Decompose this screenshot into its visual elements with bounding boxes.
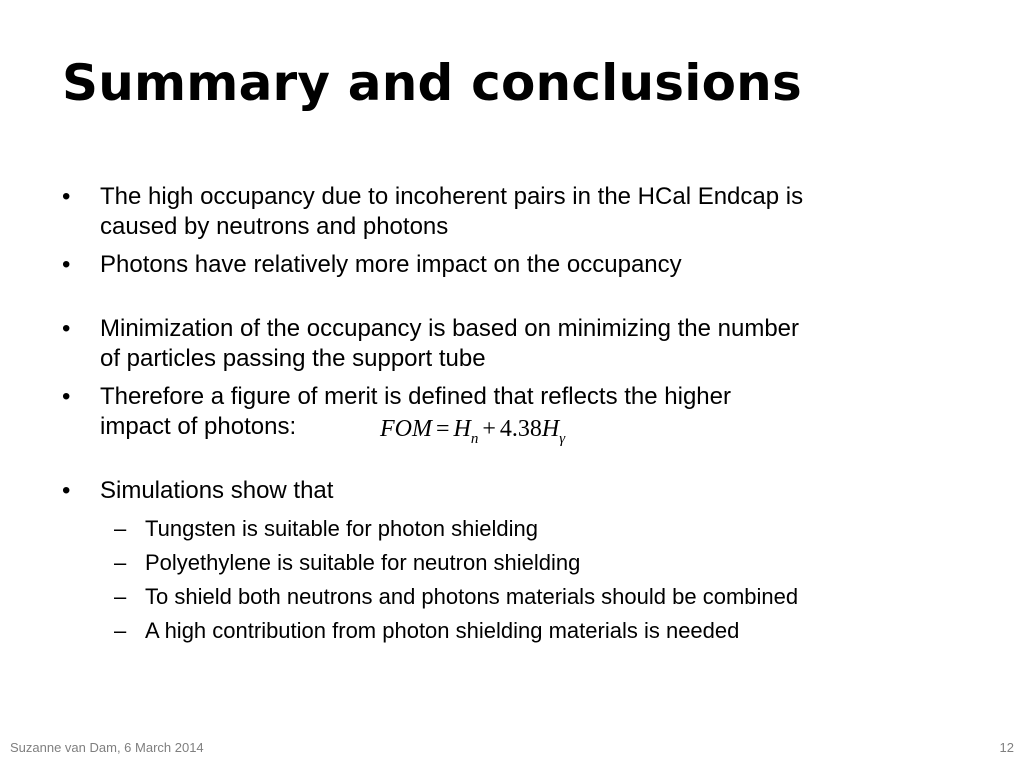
bullet-symbol: • (62, 183, 71, 210)
formula-term2: H (541, 416, 560, 442)
bullet-3-line-1: Minimization of the occupancy is based on minimizing the number (100, 315, 800, 342)
bullet-symbol: • (62, 477, 71, 504)
formula-equals: = (435, 416, 450, 442)
slide-title: Summary and conclusions (62, 54, 802, 112)
formula-lhs: FOM (380, 416, 432, 442)
formula-plus: + (482, 416, 496, 442)
formula-term1-sub: n (470, 431, 479, 447)
bullet-item-5 (62, 476, 962, 648)
sub-bullet-text: Polyethylene is suitable for neutron shielding (145, 550, 581, 575)
bullet-symbol: • (62, 315, 71, 342)
bullet-item-4 (62, 382, 962, 447)
formula-term2-sub: γ (559, 431, 566, 447)
bullet-item-3 (62, 314, 962, 374)
sub-bullet-list (100, 512, 962, 648)
bullet-4-line-1: Therefore a figure of merit is defined that reflects the higher (100, 383, 731, 410)
bullet-item-2 (62, 250, 962, 280)
dash-symbol: – (114, 584, 127, 609)
sub-bullet-item (100, 614, 962, 648)
sub-bullet-item (100, 546, 962, 580)
bullet-2-line-1: Photons have relatively more impact on the occupancy (100, 251, 682, 278)
sub-bullet-text: Tungsten is suitable for photon shielding (145, 516, 538, 541)
bullet-4-line-2-row (100, 412, 962, 447)
bullet-4-line-2: impact of photons: (100, 413, 297, 440)
footer-page-number: 12 (999, 740, 1014, 755)
dash-symbol: – (114, 550, 127, 575)
sub-bullet-text: A high contribution from photon shielding materials is needed (145, 618, 740, 643)
footer-author-date: Suzanne van Dam, 6 March 2014 (10, 740, 204, 755)
bullet-5-line-1: Simulations show that (100, 477, 334, 504)
bullet-3-line-2: of particles passing the support tube (100, 345, 486, 372)
sub-bullet-text: To shield both neutrons and photons materials should be combined (145, 584, 799, 609)
dash-symbol: – (114, 516, 127, 541)
formula-term1: H (453, 416, 471, 442)
fom-formula (380, 414, 565, 447)
bullet-1-line-1: The high occupancy due to incoherent pairs in the HCal Endcap is (100, 183, 804, 210)
bullet-item-1 (62, 182, 962, 242)
sub-bullet-item (100, 580, 962, 614)
bullet-symbol: • (62, 251, 71, 278)
bullet-1-line-2: caused by neutrons and photons (100, 213, 449, 240)
bullet-list (62, 182, 962, 648)
formula-coefficient: 4.38 (499, 416, 542, 442)
bullet-symbol: • (62, 383, 71, 410)
sub-bullet-item (100, 512, 962, 546)
dash-symbol: – (114, 618, 127, 643)
